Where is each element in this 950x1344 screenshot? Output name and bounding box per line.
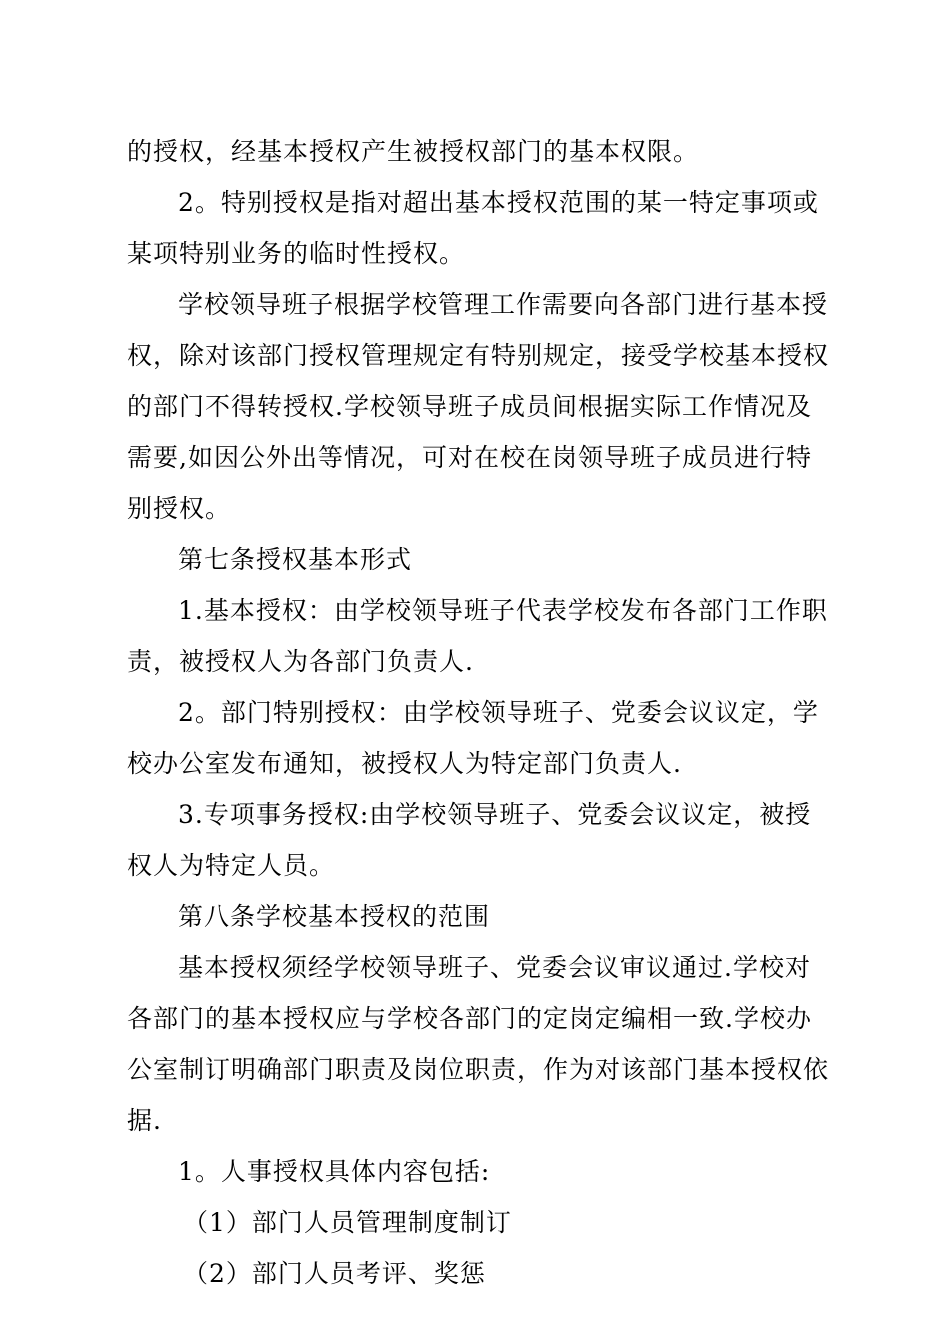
paragraph-department-special-authorization: 2。部门特别授权：由学校领导班子、党委会议议定，学校办公室发布通知，被授权人为特定部门负责人. xyxy=(127,698,819,778)
paragraph-leadership-authorization: 学校领导班子根据学校管理工作需要向各部门进行基本授权，除对该部门授权管理规定有特别规定，接受学校基本授权的部门不得转授权.学校领导班子成员间根据实际工作情况及需要,如因公外出等情况，可对在校在岗领导班子成员进行特别授权。 xyxy=(127,290,830,523)
article-seven-heading: 第七条授权基本形式 xyxy=(178,545,413,574)
paragraph-continuation: 的授权，经基本授权产生被授权部门的基本权限。 xyxy=(127,137,700,166)
list-item: （1）部门人员管理制度制订 xyxy=(183,1208,512,1237)
paragraph-special-affairs-authorization: 3.专项事务授权:由学校领导班子、党委会议议定，被授权人为特定人员。 xyxy=(127,800,812,880)
list-item: （2）部门人员考评、奖惩 xyxy=(183,1259,486,1288)
paragraph-basic-authorization: 1.基本授权：由学校领导班子代表学校发布各部门工作职责，被授权人为各部门负责人. xyxy=(127,596,828,676)
document-body xyxy=(127,126,832,1299)
article-eight-heading: 第八条学校基本授权的范围 xyxy=(178,902,491,931)
paragraph-special-authorization: 2。特别授权是指对超出基本授权范围的某一特定事项或某项特别业务的临时性授权。 xyxy=(127,188,819,268)
paragraph-personnel-authorization: 1。人事授权具体内容包括: xyxy=(178,1157,491,1186)
paragraph-basic-authorization-scope: 基本授权须经学校领导班子、党委会议审议通过.学校对各部门的基本授权应与学校各部门的定岗定编相一致.学校办公室制订明确部门职责及岗位职责，作为对该部门基本授权依据. xyxy=(127,953,830,1135)
